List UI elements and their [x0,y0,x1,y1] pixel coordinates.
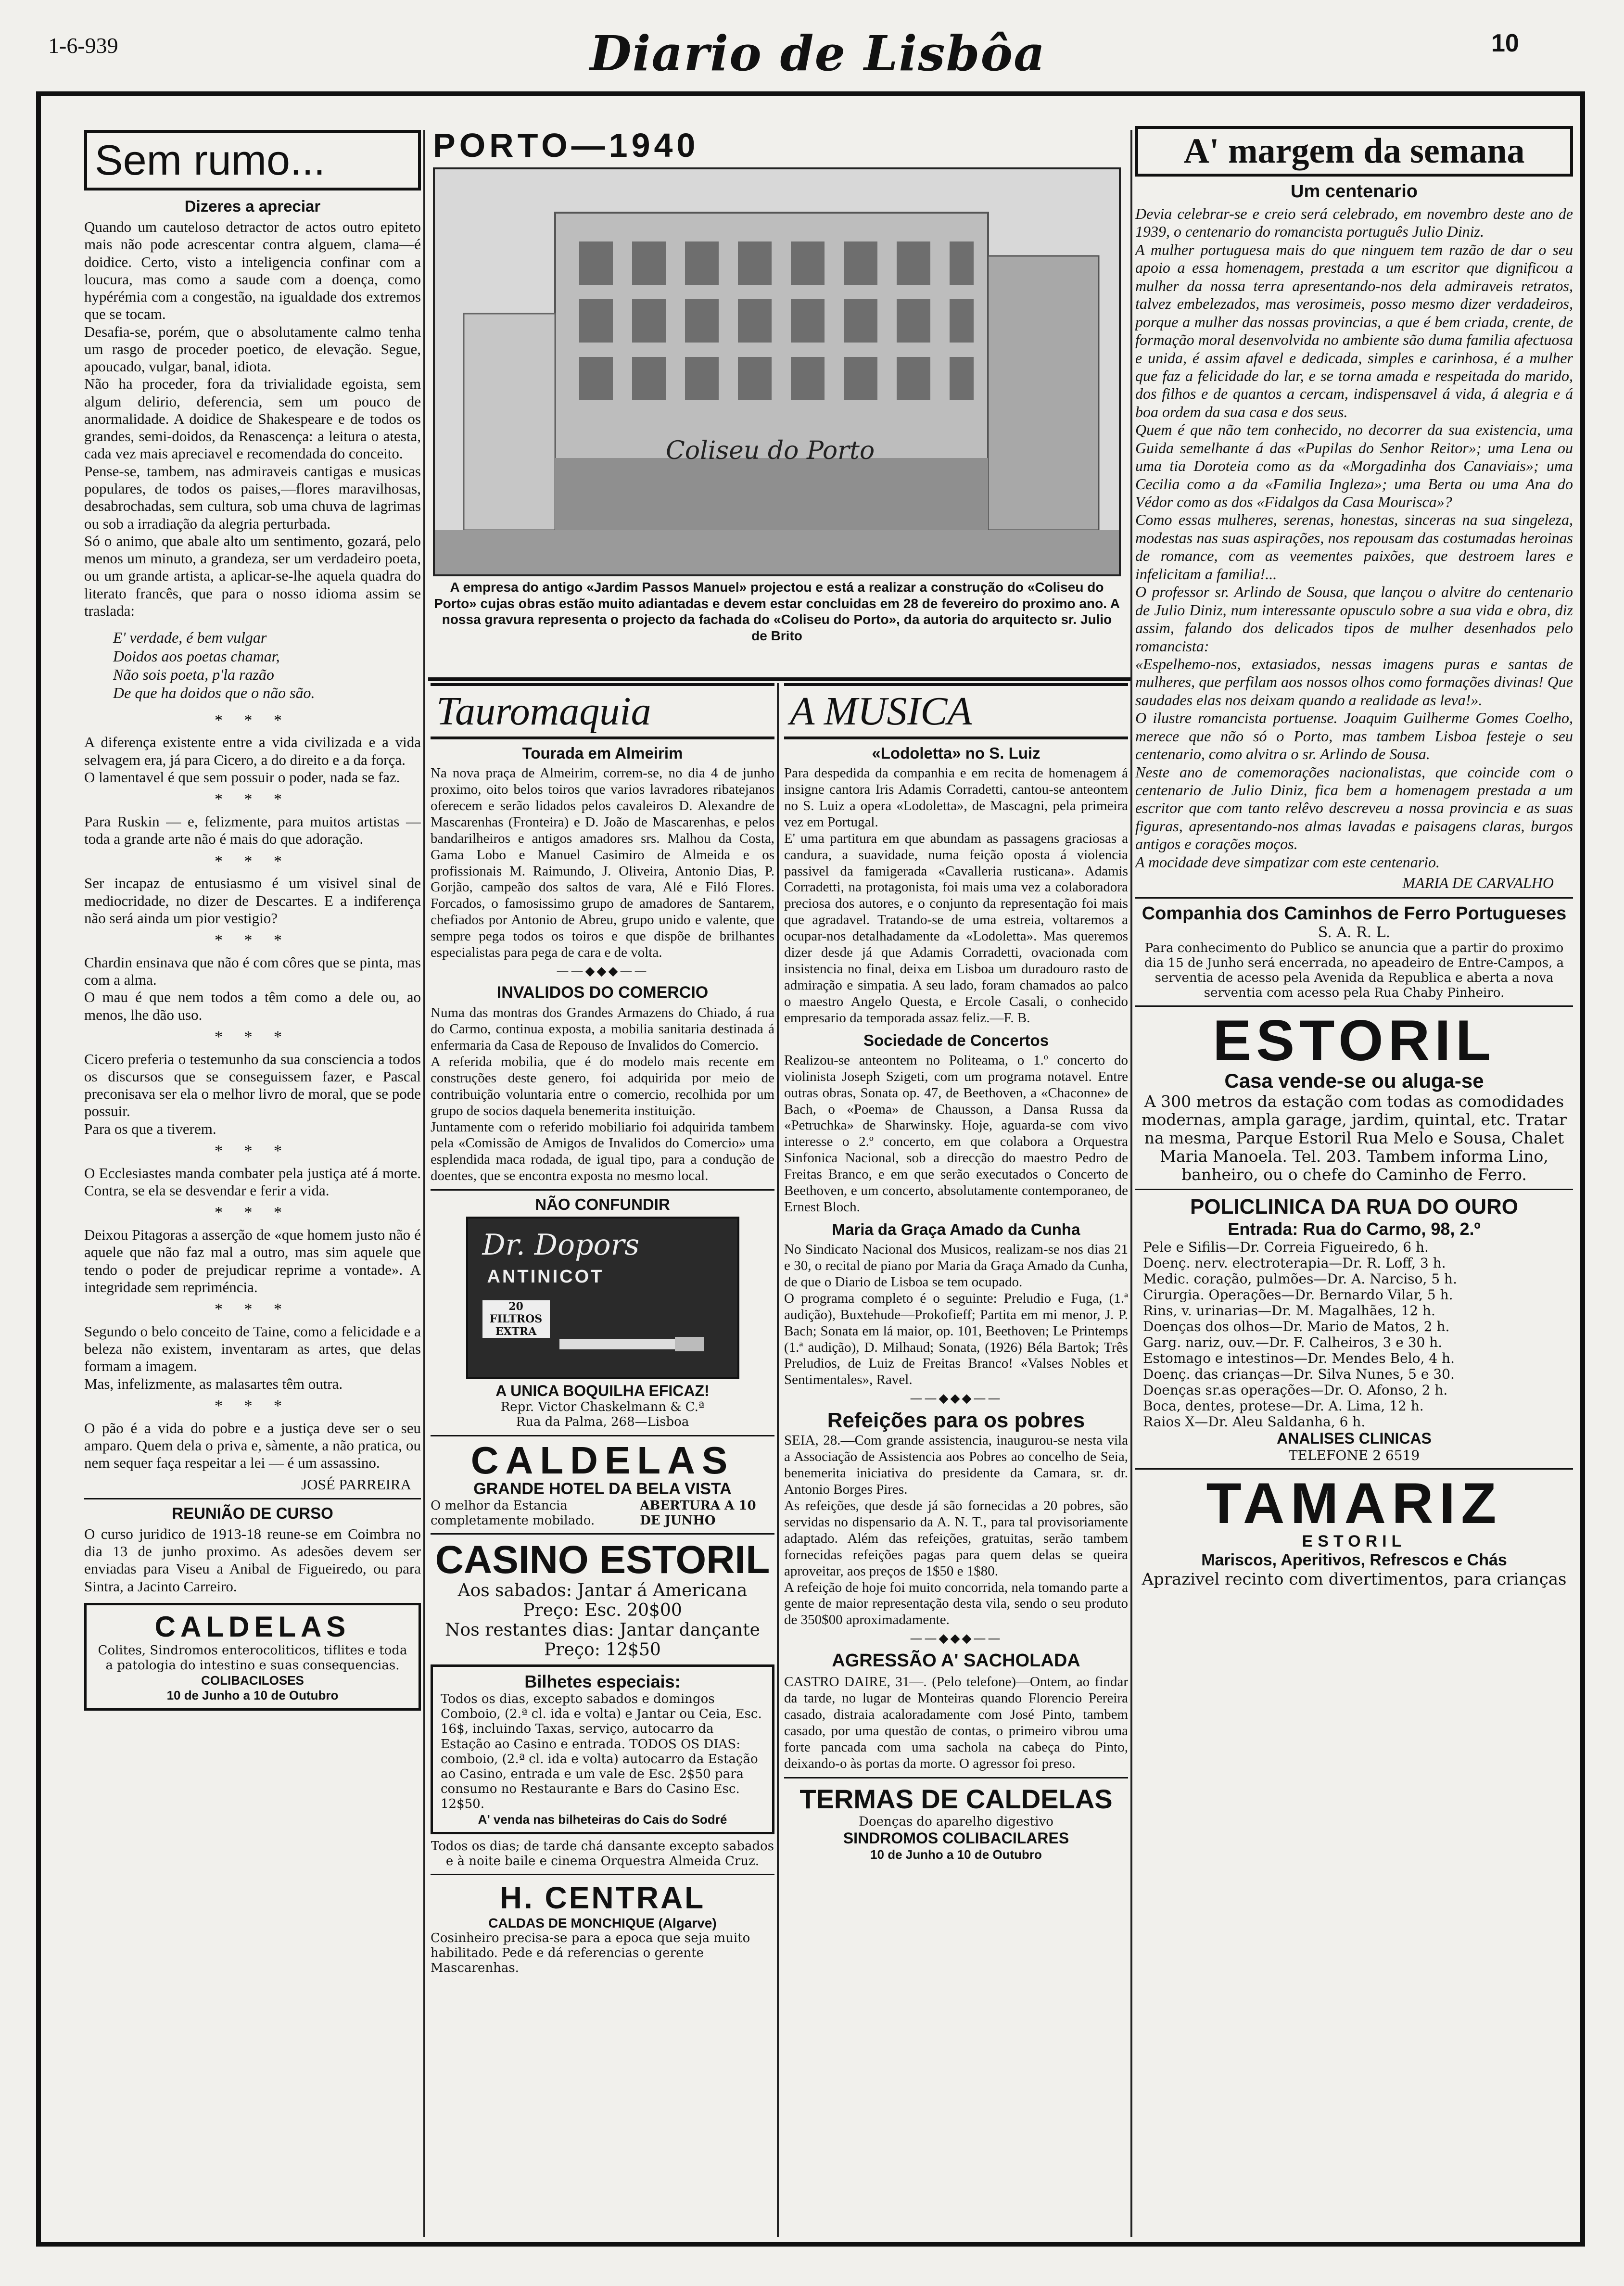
divider [784,1777,1128,1778]
coliseu-photo [433,167,1121,576]
casino-line: Preço: 12$50 [544,1640,661,1660]
todos-os-dias: Todos os dias; de tarde chá dansante excepto sabados e à noite baile e cinema Orquestra Almeida Cruz. [431,1839,774,1868]
centenario-subtitle: Um centenario [1291,181,1418,202]
right-column [1135,126,1573,2238]
divider [84,1498,421,1499]
paragraph: Cicero preferia o testemunho da sua consciencia a todos os discursos que se conseguissem fazer, e Pascal preconisava ser ela o melhor livro de moral, que se pode possuir. [84,1050,421,1120]
agressao-text: CASTRO DAIRE, 31—. (Pelo telefone)—Ontem, ao findar da tarde, no lugar de Monteiras quando Florencio Pereira casado, distraia acaloradamente com José Pinto, tambem casado, por uma questão de contas, o primeiro vibrou uma forte pancada com uma sachola na cabeça do Pinto, deixando-o às portas da morte. O agressor foi preso. [784,1674,1128,1771]
casino-line: Aos sabados: Jantar á Americana [457,1581,748,1601]
grande-hotel: GRANDE HOTEL DA BELA VISTA [473,1479,732,1498]
poem-line: Não sois poeta, p'la razão [113,665,274,683]
invalidos-text [431,1005,774,1184]
paragraph: O ilustre romancista portuense. Joaquim Guilherme Gomes Coelho, merece que não só o Porto, mas tambem Lisboa festeje o seu centenario, como alvitra o sr. Arlindo de Sousa. [1135,709,1573,763]
lodoletta-text [784,765,1128,1027]
antinicot-address: Rua da Palma, 268—Lisboa [516,1415,689,1430]
list-item: Rins, v. urinarias—Dr. M. Magalhães, 12 h. [1143,1303,1435,1319]
paragraph: O Ecclesiastes manda combater pela justiça até á morte. Contra, se ela se desvendar e ferir a vida. [84,1164,421,1199]
list-item: Medic. coração, pulmões—Dr. A. Narciso, 5 h. [1143,1271,1457,1287]
nao-confundir: NÃO CONFUNDIR [535,1195,670,1214]
tamariz-line: Aprazivel recinto com divertimentos, para crianças [1142,1570,1567,1589]
tauromaquia-text: Na nova praça de Almeirim, correm-se, no dia 4 de junho proximo, oito belos toiros que varios lavradores ribatejanos oferecem e serão lidados pelos cavaleiros D. Alexandre de Mascarenhas (Fronteira) e D. João de Mascarenhas, e pelos bandarilheiros e antigos amadores srs. Malhou da Costa, Gama Lobo e Manuel Casimiro de Almeida e os profissionais M. Raimundo, J. Oliveira, Antonio Dias, P. Gorjão, campeão dos saltos de vara, Alé e Filó Flores. Forcados, o famosissimo grupo de amadores de Santarem, chefiados por Antonio de Abreu, grupo unido e valente, que sempre pega todos os toiros e que dispõe de brilhantes especialistas para pega de cara e de volta. [431,765,774,961]
sociedade-concertos-subtitle: Sociedade de Concertos [863,1031,1049,1049]
h-central-sub: CALDAS DE MONCHIQUE (Algarve) [488,1916,717,1931]
hotel-description [431,1499,774,1528]
signature: JOSÉ PARREIRA [301,1475,411,1493]
centenario-text [1135,205,1573,892]
h-central-text: Cosinheiro precisa-se para a epoca que seja muito habilitado. Pede e dá referencias o gerente Mascarenhas. [431,1931,750,1976]
antinicot-label: ANTINICOT [487,1267,604,1287]
ornament-divider: ——◆◆◆—— [910,1391,1002,1406]
paragraph: O pão é a vida do pobre e a justiça deve ser o seu amparo. Quem dela o priva e, sàmente, a não pratica, ou nem sequer faça respeitar a lei — é um assassino. [84,1419,421,1472]
poem-line: E' verdade, é bem vulgar [113,629,267,647]
policlinica-entrada: Entrada: Rua do Carmo, 98, 2.º [1228,1219,1481,1239]
tauromaquia-subtitle: Tourada em Almeirim [522,744,683,762]
divider [431,1533,774,1535]
paragraph: SEIA, 28.—Com grande assistencia, inaugurou-se nesta vila a Associação de Assistencia aos Pobres ao concelho de Seia, benemerita iniciativa do presidente da Camara, sr. dr. Antonio Borges Pires. [784,1433,1128,1498]
paragraph: Quem é que não tem conhecido, no decorrer da sua existencia, uma Guida semelhante á das «Pupilas do Senhor Reitor»; uma Lena ou uma tia Doroteia como as da «Morgadinha dos Canaviais»; uma Cecilia como a da «Familia Ingleza»; uma Berta ou uma Ana do Védor como as dos «Fidalgos da Casa Mourisca»? [1135,421,1573,510]
divider [1135,1189,1573,1190]
section-divider: * * * [215,711,291,729]
paragraph: A mulher portuguesa mais do que ninguem tem razão de dar o seu apoio a essa homenagem, prestada a um escritor que dignificou a mulher da nossa terra apresentando-nos dela admiraveis retratos, talvez embelezados, mas verosimeis, posso mesmo dizer verdadeiros, porque a mulher das nossas provincias, a que é bem criada, crente, de formação moral desenvolvida no ambiente são duma familia afectuosa e unida, é assim afavel e dedicada, simples e carinhosa, é a mulher que faz a felicidade do lar, e se torna amada e respeitada do marido, dos filhos e de quantos a cercam, indispensavel á vida, á alegria e á boa ordem da sua casa e dos seus. [1135,241,1573,420]
list-item: Boca, dentes, protese—Dr. A. Lima, 12 h. [1143,1398,1424,1414]
porto-section [428,126,1126,674]
divider [431,1874,774,1875]
lodoletta-subtitle: «Lodoletta» no S. Luiz [872,744,1040,762]
tamariz-line: Mariscos, Aperitivos, Refrescos e Chás [1201,1551,1507,1570]
cigarette-holder-icon [559,1324,704,1363]
margem-title-box [1135,126,1573,177]
paragraph: Não ha proceder, fora da trivialidade egoista, sem algum delirio, deferencia, sem um pouco de anormalidade. A doidice de Shakespeare e de todos os grandes, semi-doidos, da Renascença: a leitura o atesta, cada vez mais apreciavel e recomendada do conceito. [84,375,421,462]
list-item: Doenç. das crianças—Dr. Silva Nunes, 5 e 30. [1143,1366,1455,1383]
section-divider: * * * [215,1204,291,1222]
paragraph: No Sindicato Nacional dos Musicos, realizam-se nos dias 21 e 30, o recital de piano por Maria da Graça Amado da Cunha, de que o Diario de Lisboa se tem ocupado. [784,1241,1128,1290]
paragraph: Neste ano de comemorações nacionalistas, que coincide com o centenario de Julio Diniz, fica bem a homenagem prestada a um escritor que com tanto relêvo descreveu a nossa provincia e as suas figuras, apresentando-nos almas lavadas e paisagens claras, burgos antigos e corações moços. [1135,763,1573,853]
paragraph: A refeição de hoje foi muito concorrida, nela tomando parte a gente de maior representação desta vila, sendo o seu produto de 350$00 aproximadamente. [784,1579,1128,1628]
invalidos-title: INVALIDOS DO COMERCIO [496,983,709,1002]
policlinica-title: POLICLINICA DA RUA DO OURO [1190,1195,1518,1219]
termas-line: 10 de Junho a 10 de Outubro [870,1847,1042,1862]
column-rule [423,130,425,2237]
paragraph: Para Ruskin — e, felizmente, para muitos artistas — toda a grande arte não é mais do que adoração. [84,813,421,848]
ad-caldelas-text: Colites, Sindromos enterocoliticos, tiflites e toda a patologia do intestino e suas consequencias. [98,1643,407,1673]
porto-title: PORTO—1940 [433,127,699,164]
list-item: Garg. nariz, ouv.—Dr. F. Calheiros, 3 e 30 h. [1143,1334,1443,1351]
paragraph: A mocidade deve simpatizar com este centenario. [1135,853,1440,871]
center-left-column [431,683,774,2237]
paragraph: Como essas mulheres, serenas, honestas, sinceras na sua singeleza, modestas nas suas aspirações, nos repousam das costumadas heroinas de romance, com as veementes paixões, que destroem lares e infelicitam a familia!... [1135,511,1573,583]
sem-rumo-title-box [84,130,421,190]
refeicoes-text [784,1433,1128,1628]
page-header [0,0,1624,91]
music-column [784,683,1128,2237]
cp-text: Para conhecimento do Publico se anuncia que a partir do proximo dia 15 de Junho será encerrada, no apeadeiro de Entre-Campos, a serventia de acesso pela Avenida da Republica e aberta a nova serventia com acesso pela Rua Chaby Pinheiro. [1144,940,1564,1001]
issue-date: 1-6-939 [48,33,118,58]
reuniao-title: REUNIÃO DE CURSO [172,1504,333,1522]
poem-line: De que ha doidos que o não são. [113,684,315,702]
section-divider: * * * [215,852,291,870]
section-divider: * * * [215,1028,291,1046]
paragraph: Ser incapaz de entusiasmo é um visivel sinal de mediocridade, no dizer de Descartes. E a indiferença não será ainda um pior vestigio? [84,875,421,927]
paragraph: Só o animo, que abale alto um sentimento, gozará, pelo menos um minuto, a grandeza, ser um verdadeiro poeta, ou um grande artista, a aplicar-se-lhe aquela quadra do literato francês, que para o nosso idioma assim se traslada: [84,532,421,619]
signature: MARIA DE CARVALHO [1402,874,1554,892]
estoril-title: ESTORIL [1213,1008,1496,1073]
paragraph: A diferença existente entre a vida civilizada e a vida selvagem era, já para Cicero, a do direito e a da força. [84,734,421,768]
paragraph: E' uma partitura em que abundam as passagens graciosas a candura, a suavidade, numa feição oposta á violencia passivel da famigerada «Cavalleria rusticana». Adamis Corradetti, na protagonista, foi mais uma vez a colaboradora preciosa dos autores, e o conjunto da representação foi mais que agradavel. Tratando-se de uma estreia, voltaremos a ocupar-nos detalhadamente da «Lodoletta». Mas queremos dizer desde já que Adamis Corradetti, ovacionada com insistencia no final, deixa em Lisboa um duradouro rasto de admiração e simpatia. A seu lado, foram chamados ao palco o maestro Angelo Questa, e Ercole Casali, o conhecido empresario da temporada assaz feliz.—F. B. [784,830,1128,1026]
poem [84,628,421,702]
divider [1135,897,1573,899]
reuniao-text: O curso juridico de 1913-18 reune-se em Coimbra no dia 13 de junho proximo. As adesões devem ser enviadas para Viseu a Anibal de Figueiredo, ou para Sintra, a Jacinto Carreiro. [84,1525,421,1595]
section-divider: * * * [215,790,291,809]
hotel-desc-text: O melhor da Estancia completamente mobilado. [431,1498,595,1528]
bilhetes-box [431,1664,774,1834]
paragraph: O mau é que nem todos a têm como a dele ou, ao menos, lhe dão uso. [84,989,421,1023]
list-item: Estomago e intestinos—Dr. Mendes Belo, 4 h. [1143,1350,1455,1367]
casino-estoril-title: CASINO ESTORIL [435,1537,770,1582]
building-illustration [435,169,1119,574]
antinicot-rep: Repr. Victor Chaskelmann & C.ª [500,1400,705,1415]
margem-title: A' margem da semana [1183,131,1525,171]
maria-da-graca-text [784,1242,1128,1388]
tauromaquia-title: Tauromaquia [431,683,774,739]
filtros-label: 20 FILTROS EXTRA [482,1300,550,1338]
ad-caldelas [84,1603,421,1711]
analises-clinicas: ANALISES CLINICAS [1277,1430,1432,1448]
antinicot-ad [466,1217,739,1379]
paragraph: Pense-se, tambem, nas admiraveis cantigas e musicas populares, de todos os paises,—flores maravilhosas, desabrochadas, sem cultura, sob uma chuva de lagrimas ou sob a irradiação da alegria perturbada. [84,462,421,532]
dr-dopors-logo: Dr. Dopors [482,1228,640,1262]
paragraph: Desafia-se, porém, que o absolutamente calmo tenha um rasgo de proceder poetico, de elevação. Segue, apoucado, vulgar, banal, idiota. [84,323,421,375]
ornament-divider: ——◆◆◆—— [556,964,649,979]
section-divider: * * * [215,1142,291,1160]
poem-line: Doidos aos poetas chamar, [113,647,280,665]
ad-caldelas-dates: 10 de Junho a 10 de Outubro [166,1688,339,1703]
ad-caldelas-colibaciloses: COLIBACILOSES [201,1673,304,1688]
musica-title: A MUSICA [784,683,1128,739]
sem-rumo-subtitle: Dizeres a apreciar [184,197,321,215]
policlinica-telefone: TELEFONE 2 6519 [1288,1448,1420,1464]
list-item: Pele e Sifilis—Dr. Correia Figueiredo, 6 h. [1143,1239,1429,1256]
list-item: Doenç. nerv. electroterapia—Dr. R. Loff, 3 h. [1143,1255,1446,1271]
section-rule [428,677,1130,681]
paragraph: Deixou Pitagoras a asserção de «que homem justo não é aquele que não faz mal a outro, mas sim aquele que tendo o poder de prejudicar reprime a vontade». A integridade sem repriméncia. [84,1226,421,1295]
left-column [84,130,421,2237]
section-divider: * * * [215,1300,291,1319]
paragraph: Segundo o belo conceito de Taine, como a felicidade e a beleza não existem, inventaram as artes, que delas formam a imagem. [84,1322,421,1375]
sem-rumo-text [84,218,421,1493]
porto-caption: A empresa do antigo «Jardim Passos Manuel» projectou e está a realizar a construção do «Coliseu do Porto» cujas obras estão muito adiantadas e devem estar concluidas em 28 de fevereiro do proximo ano. A nossa gravura representa o projecto da fachada do «Coliseu do Porto», da autoria do arquitecto sr. Julio de Brito [434,580,1120,643]
paragraph: O professor sr. Arlindo de Sousa, que lançou o alvitre do centenario de Julio Diniz, num interessante opusculo sobre a sua vida e obra, diz assim, falando dos delicados tipos de mulher desenhados pelo romancista: [1135,583,1573,655]
paragraph: Devia celebrar-se e creio será celebrado, em novembro deste ano de 1939, o centenario do romancista português Julio Diniz. [1135,205,1573,241]
paragraph: Mas, infelizmente, as malasartes têm outra. [84,1375,343,1392]
paragraph: Numa das montras dos Grandes Armazens do Chiado, á rua do Carmo, continua exposta, a mobilia sanitaria destinada á enfermaria da Casa de Repouso de Invalidos do Comercio. [431,1005,774,1053]
maria-da-graca-subtitle: Maria da Graça Amado da Cunha [832,1220,1080,1238]
column-rule [1130,130,1132,2237]
divider [1135,1468,1573,1470]
paragraph: As refeições, que desde já são fornecidas a 20 pobres, são servidas no dispensario da A. N. T., para tal provisoriamente adaptado. Além das refeições, gratuitas, serão tambem fornecidas refeições pagas para quem delas se queira aproveitar, aos preços de 1$50 e 1$80. [784,1498,1128,1579]
divider [1135,1005,1573,1007]
boquilha-tagline: A UNICA BOQUILHA EFICAZ! [495,1382,710,1400]
h-central-title: H. CENTRAL [499,1880,706,1916]
ornament-divider: ——◆◆◆—— [910,1631,1002,1646]
page-number: 10 [1491,29,1519,57]
caldelas-hotel-title: CALDELAS [470,1438,735,1482]
bilhetes-title: Bilhetes especiais: [524,1672,681,1692]
list-item: Doenças dos olhos—Dr. Mario de Matos, 2 h. [1143,1319,1450,1335]
paragraph: Quando um cauteloso detractor de actos outro epiteto mais não pode acrescentar contra alguem, clama—é doidice. Certo, visto a inteligencia confinar com a loucura, mas como a saude com a doença, como hypérémia com a congestão, na igualdade dos extremos que se tocam. [84,218,421,323]
estoril-text: A 300 metros da estação com todas as comodidades modernas, ampla garage, jardim, quintal, etc. Tratar na mesma, Parque Estoril Rua Melo e Sousa, Chalet Maria Manoela. Tel. 203. Tambem informa Lino, banheiro, ou o chefe do Caminho de Ferro. [1142,1092,1567,1184]
bilhetes-text: Todos os dias, excepto sabados e domingos Comboio, (2.ª cl. ida e volta) e Jantar ou Ceia, Esc. 16$, incluindo Taxas, serviço, autocarro da Estação ao Casino e entrada. TODOS OS DIAS: comboio, (2.ª cl. ida e volta) autocarro da Estação ao Casino, entrada e um vale de Esc. 2$50 para consumo no Restaurante e Bars do Casino Esc. 12$50. [441,1692,762,1812]
paragraph: Para os que a tiverem. [84,1120,216,1137]
ad-caldelas-title: CALDELAS [154,1610,351,1643]
divider [431,1189,774,1191]
termas-line: SINDROMOS COLIBACILARES [843,1829,1069,1847]
bilhetes-venda: A' venda nas bilheteiras do Cais do Sodré [478,1812,727,1827]
paragraph: O lamentavel é que sem possuir o poder, nada se faz. [84,768,400,786]
casino-line: Nos restantes dias: Jantar dançante [445,1620,760,1640]
agressao-title: AGRESSÃO A' SACHOLADA [832,1651,1080,1671]
list-item: Cirurgia. Operações—Dr. Bernardo Vilar, 5 h. [1143,1287,1453,1303]
termas-title: TERMAS DE CALDELAS [799,1783,1113,1814]
tamariz-estoril: ESTORIL [1302,1532,1407,1551]
section-divider: * * * [215,1397,291,1415]
tamariz-title: TAMARIZ [1206,1471,1502,1536]
sem-rumo-title: Sem rumo... [95,136,326,184]
masthead: Diario de Lisbôa [589,25,1046,82]
list-item: Doenças sr.as operações—Dr. O. Afonso, 2 h. [1143,1382,1448,1398]
divider [431,1435,774,1436]
coliseu-sign: Coliseu do Porto [666,436,875,465]
paragraph: A referida mobilia, que é do modelo mais recente em construções deste genero, foi adquirida por meio de contribuição voluntaria entre o comercio, recolhida por um grupo de socios daquela benemerita instituição. [431,1054,774,1118]
refeicoes-title: Refeições para os pobres [827,1409,1085,1433]
column-rule [777,683,779,2237]
policlinica-list [1135,1239,1573,1430]
cp-sarl: S. A. R. L. [1318,924,1391,941]
casino-line: Preço: Esc. 20$00 [523,1600,682,1621]
estoril-subtitle: Casa vende-se ou aluga-se [1224,1069,1484,1092]
paragraph: Chardin ensinava que não é com côres que se pinta, mas com a alma. [84,953,421,989]
paragraph: Juntamente com o referido mobiliario foi adquirida tambem pela «Comissão de Amigos de Invalidos do Comercio» uma esplendida maca rodada, de igual tipo, para a condução de doentes, que se encontra exposta no mesmo local. [431,1119,774,1184]
paragraph: O programa completo é o seguinte: Preludio e Fuga, (1.ª audição), Buxtehude—Prokofieff; Partita em mi menor, J. P. Bach; Sonata em lá maior, op. 101, Beethoven; Le Printemps (1.ª audição), D. Milhaud; Sonata, (1926) Béla Bartok; Três Preludios, de Luiz de Freitas Branco! «Valses Nobles et Sentimentales», Ravel. [784,1290,1128,1388]
section-divider: * * * [215,931,291,950]
cp-title: Companhia dos Caminhos de Ferro Portugueses [1142,903,1567,924]
termas-line: Doenças do aparelho digestivo [859,1814,1053,1829]
sociedade-concertos-text: Realizou-se anteontem no Politeama, o 1.º concerto do violinista Joseph Szigeti, com um programa notavel. Entre outras obras, Sonata op. 47, de Beethoven, a «Chaconne» de Bach, o «Poema» de Chausson, a Dansa Russa da «Petruchka» de Sharwinsky. Hoje, aguarda-se com vivo interesse o 2.º concerto, em que colabora a Orquestra Sinfonica Nacional, sob a direcção do maestro Pedro de Freitas Branco, e em que serão executados o Concerto de Beethoven, e um concerto, absolutamente contemporaneo, de Ernest Bloch. [784,1052,1128,1215]
hotel-opening: ABERTURA A 10 DE JUNHO [640,1498,756,1528]
paragraph: «Espelhemo-nos, extasiados, nessas imagens puras e santas de mulheres, que perfilam aos nossos olhos como formações divinas! Que saudades elas nos deixam quando a realidade as leva!». [1135,655,1573,709]
list-item: Raios X—Dr. Aleu Saldanha, 6 h. [1143,1414,1366,1430]
paragraph: Para despedida da companhia e em recita de homenagem á insigne cantora Iris Adamis Corradetti, cantou-se anteontem no S. Luiz a opera «Lodoletta», de Mascagni, pela primeira vez em Portugal. [784,765,1128,830]
